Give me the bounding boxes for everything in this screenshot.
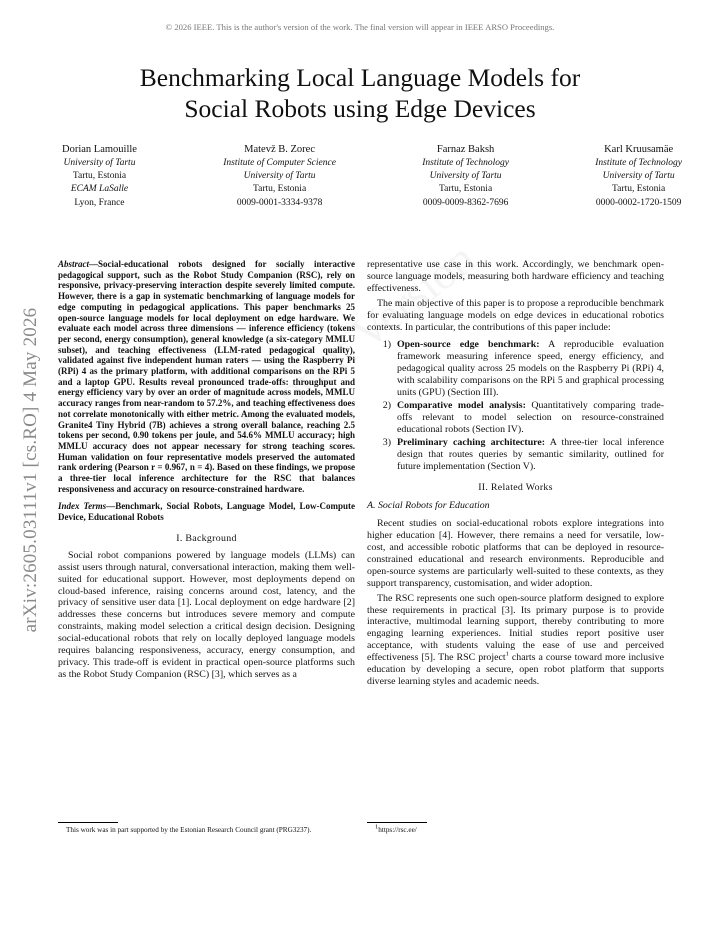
author-name: Farnaz Baksh: [436, 144, 495, 155]
footnote-funding: [58, 822, 355, 835]
author-affiliation-line: 0009-0009-8362-7696: [422, 197, 509, 208]
title-line-1: Benchmarking Local Language Models for: [139, 63, 581, 92]
author-affiliation-line: Institute of Computer Science: [223, 158, 336, 168]
section-heading-related-works: II. Related Works: [478, 482, 553, 494]
abstract: [58, 259, 355, 494]
footnote-url-text: [367, 823, 664, 835]
right-column: [367, 259, 664, 688]
contribution-text: [397, 437, 664, 473]
footnote-marker: 1: [505, 650, 509, 658]
author-1: [62, 143, 137, 210]
related-paragraph-2-a: The RSC represents one such open-source platform designed to explore these requirements in practical [3]. Its primary purpose is to provide interactive, multimodal learning support, thereby contributing to more engaging learning experiences. Initial studies report positive user acceptance, with students valuing the ease of use and perceived effectiveness [5]. The RSC project: [367, 592, 664, 664]
author-affiliation-line: Tartu, Estonia: [253, 184, 307, 195]
author-affiliation-line: University of Tartu: [243, 171, 316, 182]
contribution-text: [397, 400, 664, 436]
left-column: [58, 259, 355, 681]
author-affiliation-line: Institute of Technology: [595, 158, 682, 168]
related-paragraph-1: Recent studies on social-educational robots explore integrations into higher education [4]. However, there remains a need for versatile, low-cost, and accessible robotic platforms that can be deployed in resource-constrained educational and research environments. Reproducible and open-source systems are particularly well-suited to these contexts, as they support transparency, customisation, and wider adoption.: [367, 518, 664, 589]
author-affiliation-line: University of Tartu: [602, 171, 675, 182]
contribution-item: [367, 339, 664, 399]
contribution-item: [367, 400, 664, 436]
abstract-label: Abstract: [58, 259, 90, 269]
contribution-item: [367, 437, 664, 473]
section-heading-background: I. Background: [176, 532, 237, 544]
paper-title: [0, 62, 720, 124]
contribution-number: 1): [382, 339, 391, 351]
contribution-body: A reproducible evaluation framework measuring inference speed, energy efficiency, and pedagogical quality across 25 models on the Raspberry Pi (RPi) 4, with scalability comparisons on the RPi 5 and graphical processing units (GPU) (Section III).: [397, 339, 664, 399]
contribution-body: Quantitatively comparing trade-offs relevant to model selection on resource-constrained educational robots (Section IV).: [397, 399, 664, 435]
arxiv-stamp: [12, 270, 50, 670]
author-affiliation-line: University of Tartu: [429, 171, 502, 182]
related-paragraph-2-b: charts a course toward more inclusive education by developing a secure, open robot platform that supports diverse learning styles and academic needs.: [367, 652, 664, 687]
copyright-notice: © 2026 IEEE. This is the author's version of the work. The final version will appear in IEEE ARSO Proceedings.: [165, 22, 555, 32]
contribution-body: A three-tier local inference design that routes queries by semantic similarity, outlined for future implementation (Section V).: [397, 436, 664, 472]
index-terms-text: —Benchmark, Social Robots, Language Model, Low-Compute Device, Educational Robots: [58, 501, 355, 523]
author-name: Karl Kruusamäe: [604, 144, 674, 155]
contribution-title: Open-source edge benchmark:: [397, 339, 540, 351]
contribution-title: Preliminary caching architecture:: [397, 436, 546, 448]
footnote-rule: [58, 822, 118, 823]
author-block: [62, 143, 682, 210]
contributions-list: [367, 339, 664, 472]
footnote-funding-text: This work was in part supported by the Estonian Research Council grant (PRG3237).: [66, 826, 312, 834]
intro-continuation: representative use case in this work. Accordingly, we benchmark open-source language models, measuring both hardware efficiency and teaching effectiveness.: [367, 259, 664, 294]
abstract-text: —Social-educational robots designed for socially interactive pedagogical support, such as the Robot Study Companion (RSC), rely on responsive, privacy-preserving interaction despite severely limited compute. However, there is a gap in systematic benchmarking of language models for edge computing in pedagogical applications. This paper benchmarks 25 open-source language models for local deployment on edge hardware. We evaluate each model across three dimensions — inference efficiency (tokens per second, energy consumption), general knowledge (a six-category MMLU subset), and teaching effectiveness (LLM-rated pedagogical quality), validated against five independent human raters — using the Raspberry Pi (RPi) 4 as the primary platform, with additional comparisons on the RPi 5 and a laptop GPU. Results reveal pronounced trade-offs: throughput and energy efficiency vary by over an order of magnitude across models, MMLU accuracy ranges from near-random to 57.2%, and teaching effectiveness does not correlate monotonically with either metric. Among the evaluated models, Granite4 Tiny Hybrid (7B) achieves a strong overall balance, reaching 2.5 tokens per second, 0.90 tokens per joule, and 54.6% MMLU accuracy; high MMLU accuracy does not appear necessary for strong teaching scores. Human validation on four representative models preserved the automated rank ordering (Pearson r = 0.967, n = 4). Based on these findings, we propose a three-tier local inference architecture for the RSC that balances responsiveness and accuracy on resource-constrained hardware.: [58, 259, 355, 494]
author-2: [223, 143, 336, 210]
footnote-url: [367, 822, 664, 835]
contribution-text: [397, 339, 664, 399]
author-affiliation-line: ECAM LaSalle: [70, 184, 129, 195]
related-paragraph-2: [367, 593, 664, 688]
author-name: Matevž B. Zorec: [244, 144, 315, 155]
author-affiliation-line: Institute of Technology: [422, 158, 509, 168]
subsection-heading-social-robots: A. Social Robots for Education: [367, 500, 490, 512]
author-affiliation-line: Lyon, France: [74, 197, 125, 208]
objective-paragraph: The main objective of this paper is to propose a reproducible benchmark for evaluating language models on edge devices in educational robotics contexts. In particular, the contributions of this paper include:: [367, 297, 664, 333]
author-affiliation-line: University of Tartu: [63, 158, 136, 168]
contribution-title: Comparative model analysis:: [397, 399, 526, 411]
index-terms: [58, 501, 355, 522]
index-terms-label: Index Terms: [58, 501, 107, 512]
author-affiliation-line: 0000-0002-1720-1509: [595, 197, 682, 208]
contribution-number: 3): [382, 436, 391, 448]
background-paragraph: Social robot companions powered by language models (LLMs) can assist users through natural, conversational interaction, making them well-suited for educational support. However, most deployments depend on cloud-based inference, raising concerns around cost, latency, and the privacy of sensitive user data [1]. Local deployment on edge hardware [2] addresses these concerns but introduces severe memory and compute constraints, making model selection a critical design decision. Designing social-educational robots that rely on locally deployed language models requires balancing responsiveness, accuracy, energy consumption, and privacy. This trade-off is evident in practical open-source platforms such as the Robot Study Companion (RSC) [3], which serves as a: [58, 549, 355, 680]
author-4: [595, 143, 682, 210]
author-affiliation-line: Tartu, Estonia: [439, 184, 493, 195]
author-affiliation-line: 0009-0001-3334-9378: [236, 197, 323, 208]
arxiv-id: arXiv:2605.03111v1 [cs.RO] 4 May 2026: [20, 307, 41, 633]
author-name: Dorian Lamouille: [62, 144, 137, 155]
title-line-2: Social Robots using Edge Devices: [184, 94, 536, 123]
contribution-number: 2): [382, 399, 391, 411]
footnote-url-marker: 1: [375, 823, 379, 831]
author-affiliation-line: Tartu, Estonia: [612, 184, 666, 195]
author-affiliation-line: Tartu, Estonia: [72, 171, 127, 182]
author-3: [422, 143, 509, 210]
footnote-url-link: https://rsc.ee/: [378, 826, 417, 834]
